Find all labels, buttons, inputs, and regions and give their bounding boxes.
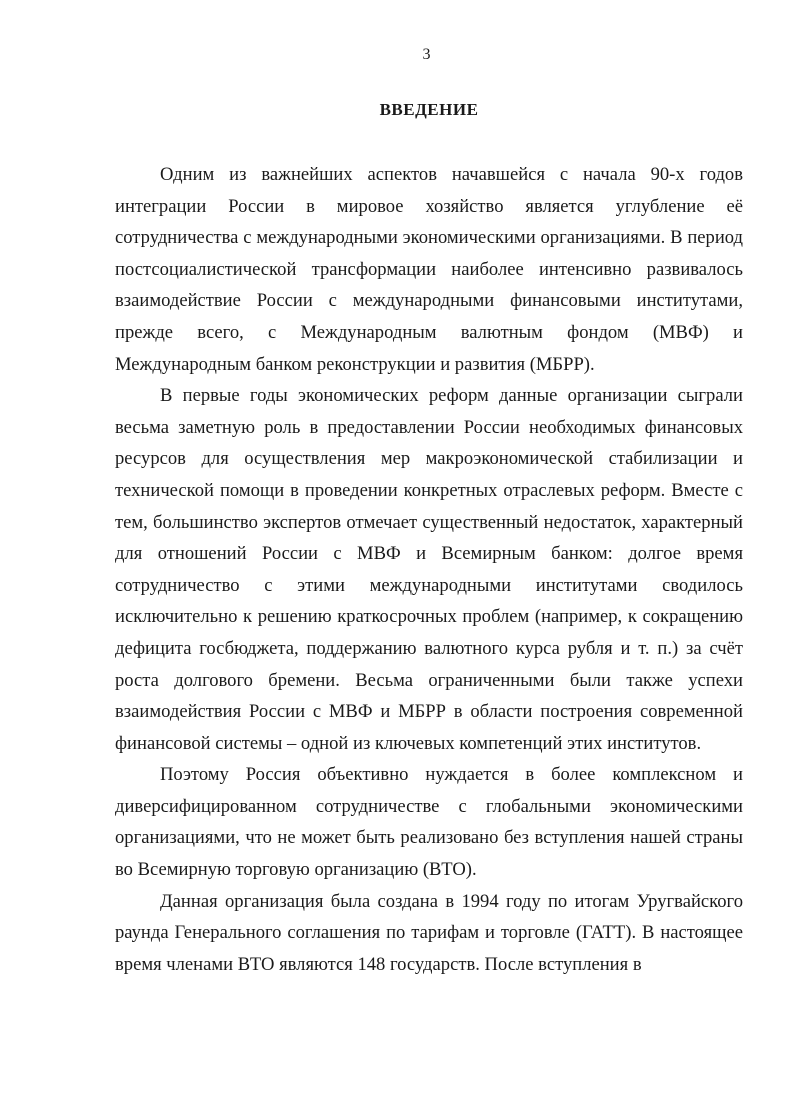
paragraph: В первые годы экономических реформ данные организации сыграли весьма заметную роль в предоставлении России необходимых финансовых ресурсов для осуществления мер макроэкономической стабилизации и технической помощи в проведении конкретных отраслевых реформ. Вместе с тем, большинство экспертов отмечает существенный недостаток, характерный для отношений России с МВФ и Всемирным банком: долгое время сотрудничество с этими международными институтами сводилось исключительно к решению краткосрочных проблем (например, к сокращению дефицита госбюджета, поддержанию валютного курса рубля и т. п.) за счёт роста долгового бремени. Весьма ограниченными были также успехи взаимодействия России с МВФ и МБРР в области построения современной финансовой системы – одной из ключевых компетенций этих институтов. (115, 385, 743, 754)
paragraph: Поэтому Россия объективно нуждается в более комплексном и диверсифицированном сотрудничестве с глобальными экономическими организациями, что не может быть реализовано без вступления нашей страны во Всемирную торговую организацию (ВТО). (115, 764, 743, 881)
page-title: ВВЕДЕНИЕ (379, 100, 479, 119)
paragraph: Данная организация была создана в 1994 году по итогам Уругвайского раунда Генерального соглашения по тарифам и торговле (ГАТТ). В настоящее время членами ВТО являются 148 государств. После вступления в (115, 890, 743, 975)
page-number: 3 (422, 46, 431, 63)
paragraph: Одним из важнейших аспектов начавшейся с начала 90-х годов интеграции России в мировое хозяйство является углубление её сотрудничества с международными экономическими организациями. В период постсоциалистической трансформации наиболее интенсивно развивалось взаимодействие России с международными финансовыми институтами, прежде всего, с Международным валютным фондом (МВФ) и Международным банком реконструкции и развития (МБРР). (115, 164, 743, 375)
body-text (115, 159, 743, 980)
